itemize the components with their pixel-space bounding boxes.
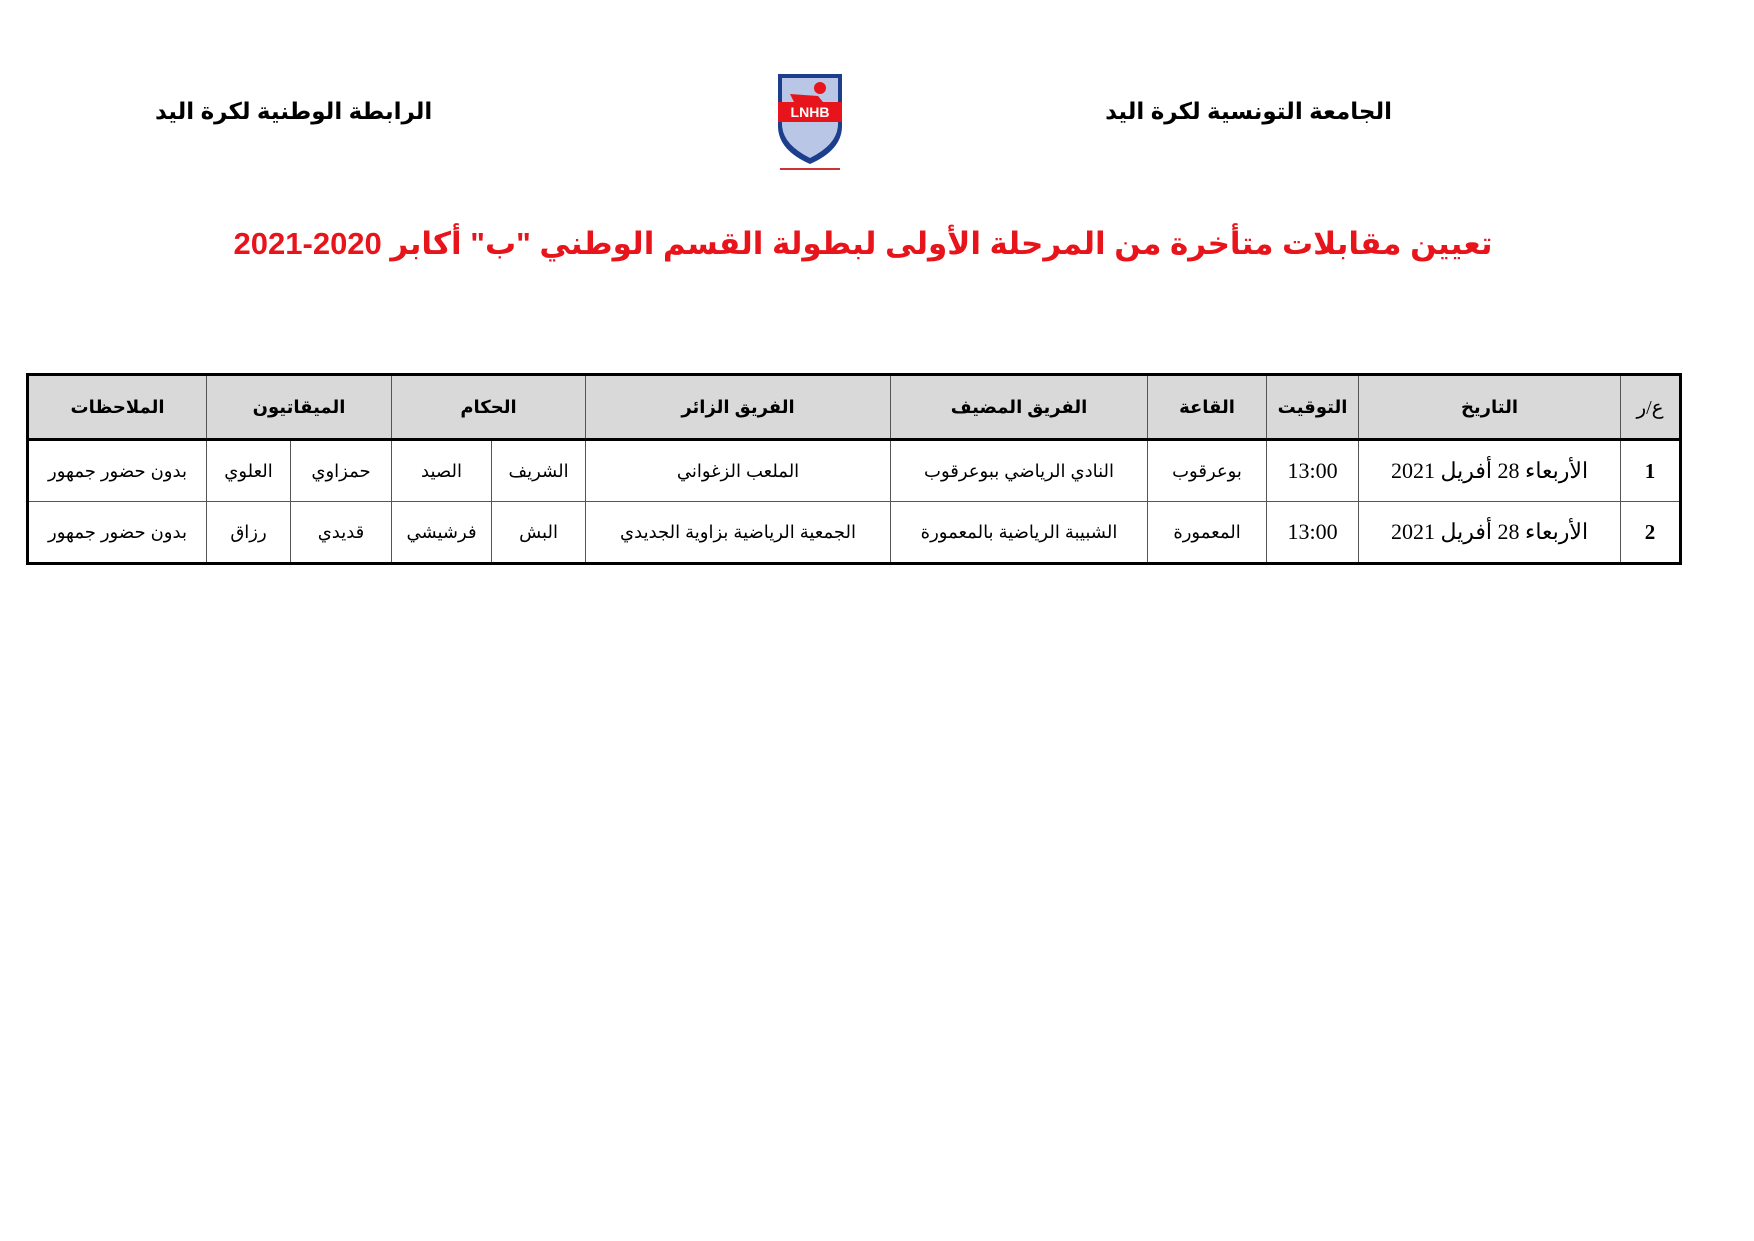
header-timekeepers: الميقاتيون [207,375,392,440]
header-date: التاريخ [1359,375,1621,440]
row-time: 13:00 [1267,440,1359,502]
row-referee-2: فرشيشي [392,502,492,564]
row-venue: المعمورة [1148,502,1267,564]
table-row [28,440,1681,502]
logo-text: LNHB [790,104,830,120]
row-timekeeper-2: رزاق [207,502,291,564]
logo-player-head [814,82,826,94]
header-notes: الملاحظات [28,375,207,440]
table-header-row [28,375,1681,440]
row-date: الأربعاء 28 أفريل 2021 [1359,502,1621,564]
row-time: 13:00 [1267,502,1359,564]
row-timekeeper-1: حمزاوي [291,440,392,502]
row-venue: بوعرقوب [1148,440,1267,502]
row-notes: بدون حضور جمهور [28,502,207,564]
row-num: 2 [1621,502,1681,564]
page-title: تعيين مقابلات متأخرة من المرحلة الأولى لبطولة القسم الوطني "ب" أكابر 2020-2021 [233,226,1493,261]
header-venue: القاعة [1148,375,1267,440]
league-name: الرابطة الوطنية لكرة اليد [155,98,433,124]
header-home-team: الفريق المضيف [891,375,1148,440]
header-referees: الحكام [392,375,586,440]
row-timekeeper-2: العلوي [207,440,291,502]
federation-name: الجامعة التونسية لكرة اليد [1105,98,1392,124]
row-away-team: الملعب الزغواني [586,440,891,502]
table-row [28,502,1681,564]
row-timekeeper-1: قديدي [291,502,392,564]
row-date: الأربعاء 28 أفريل 2021 [1359,440,1621,502]
row-home-team: الشبيبة الرياضية بالمعمورة [891,502,1148,564]
row-notes: بدون حضور جمهور [28,440,207,502]
header-time: التوقيت [1267,375,1359,440]
logo-caption-line [780,168,840,170]
match-schedule-table [26,373,1682,565]
row-referee-1: الشريف [492,440,586,502]
lnhb-logo-icon [760,64,860,174]
row-away-team: الجمعية الرياضية بزاوية الجديدي [586,502,891,564]
row-num: 1 [1621,440,1681,502]
row-home-team: النادي الرياضي ببوعرقوب [891,440,1148,502]
header-num: ع/ر [1621,375,1681,440]
league-logo [760,64,860,174]
row-referee-1: البش [492,502,586,564]
row-referee-2: الصيد [392,440,492,502]
header-away-team: الفريق الزائر [586,375,891,440]
